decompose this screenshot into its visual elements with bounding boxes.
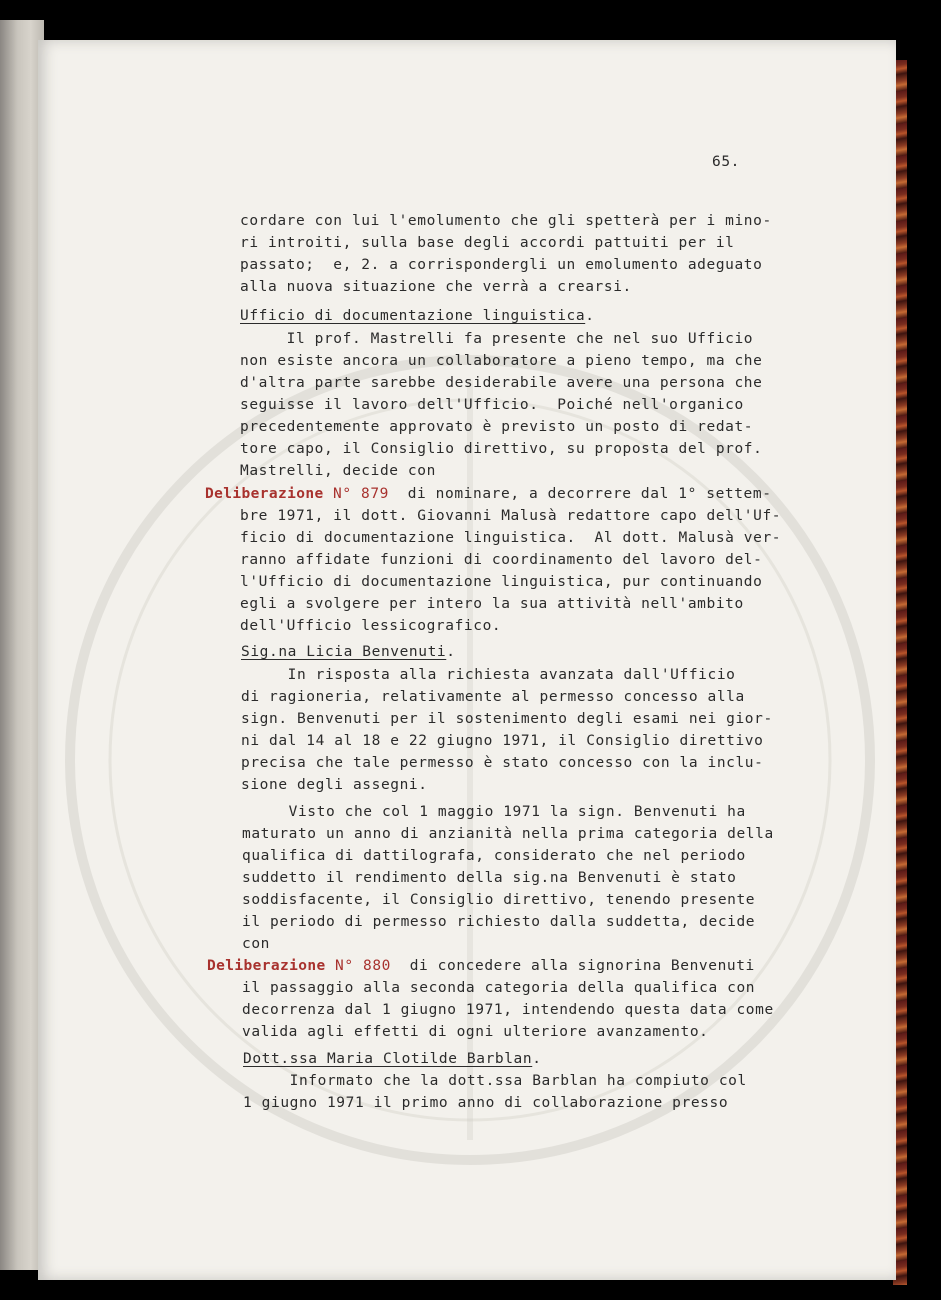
section-heading (243, 1050, 542, 1068)
deliberation-text: di concedere alla signorina Benvenuti (409, 958, 755, 974)
text-line: Il prof. Mastrelli fa presente che nel suo Ufficio (240, 331, 754, 347)
text-line: 1 giugno 1971 il primo anno di collaborazione presso (243, 1095, 729, 1111)
text-line: decorrenza dal 1 giugno 1971, intendendo questa data come (242, 1002, 774, 1018)
deliberation-number: N° 880 (335, 958, 392, 974)
text-line: egli a svolgere per intero la sua attività nell'ambito (240, 596, 744, 612)
text-line: Visto che col 1 maggio 1971 la sign. Benvenuti ha (242, 804, 746, 820)
text-line: il passaggio alla seconda categoria della qualifica con (242, 980, 756, 996)
text-line: ni dal 14 al 18 e 22 giugno 1971, il Consiglio direttivo (241, 733, 764, 749)
heading-punct: . (585, 308, 595, 324)
deliberation-line (205, 485, 772, 503)
text-line: con (242, 936, 270, 952)
text-line: soddisfacente, il Consiglio direttivo, tenendo presente (242, 892, 756, 908)
text-line: precedentemente approvato è previsto un posto di redat- (240, 419, 754, 435)
text-line: ri introiti, sulla base degli accordi pattuiti per il (240, 235, 735, 251)
text-line: non esiste ancora un collaboratore a pieno tempo, ma che (240, 353, 763, 369)
text-line: passato; e, 2. a corrispondergli un emolumento adeguato (240, 257, 763, 273)
heading-text: Ufficio di documentazione linguistica (240, 308, 586, 324)
text-line: dell'Ufficio lessicografico. (240, 618, 502, 634)
section-heading (240, 307, 595, 325)
page-number: 65. (712, 154, 740, 170)
text-line: alla nuova situazione che verrà a crearsi. (240, 279, 632, 295)
text-line: Mastrelli, decide con (240, 463, 436, 479)
text-line: suddetto il rendimento della sig.na Benvenuti è stato (242, 870, 737, 886)
deliberation-text: di nominare, a decorrere dal 1° settem- (407, 486, 772, 502)
text-line: d'altra parte sarebbe desiderabile avere una persona che (240, 375, 763, 391)
deliberation-label: Deliberazione (207, 958, 326, 974)
text-line: qualifica di dattilografa, considerato che nel periodo (242, 848, 746, 864)
text-line: In risposta alla richiesta avanzata dall'Ufficio (241, 667, 736, 683)
text-line: seguisse il lavoro dell'Ufficio. Poiché nell'organico (240, 397, 744, 413)
text-line: sione degli assegni. (241, 777, 428, 793)
text-line: sign. Benvenuti per il sostenimento degli esami nei gior- (241, 711, 773, 727)
deliberation-line (207, 957, 755, 975)
deliberation-number: N° 879 (333, 486, 390, 502)
text-line: bre 1971, il dott. Giovanni Malusà redattore capo dell'Uf- (240, 508, 782, 524)
text-line: ranno affidate funzioni di coordinamento del lavoro del- (240, 552, 763, 568)
heading-text: Sig.na Licia Benvenuti (241, 644, 447, 660)
text-line: di ragioneria, relativamente al permesso concesso alla (241, 689, 745, 705)
text-line: precisa che tale permesso è stato concesso con la inclu- (241, 755, 764, 771)
text-line: Informato che la dott.ssa Barblan ha compiuto col (243, 1073, 747, 1089)
text-line: valida agli effetti di ogni ulteriore avanzamento. (242, 1024, 709, 1040)
text-line: l'Ufficio di documentazione linguistica, pur continuando (240, 574, 763, 590)
deliberation-label: Deliberazione (205, 486, 324, 502)
heading-punct: . (446, 644, 456, 660)
text-line: ficio di documentazione linguistica. Al dott. Malusà ver- (240, 530, 782, 546)
text-line: tore capo, il Consiglio direttivo, su proposta del prof. (240, 441, 763, 457)
heading-text: Dott.ssa Maria Clotilde Barblan (243, 1051, 533, 1067)
text-line: maturato un anno di anzianità nella prima categoria della (242, 826, 774, 842)
text-line: cordare con lui l'emolumento che gli spetterà per i mino- (240, 213, 772, 229)
text-line: il periodo di permesso richiesto dalla suddetta, decide (242, 914, 756, 930)
section-heading (241, 643, 456, 661)
heading-punct: . (532, 1051, 542, 1067)
